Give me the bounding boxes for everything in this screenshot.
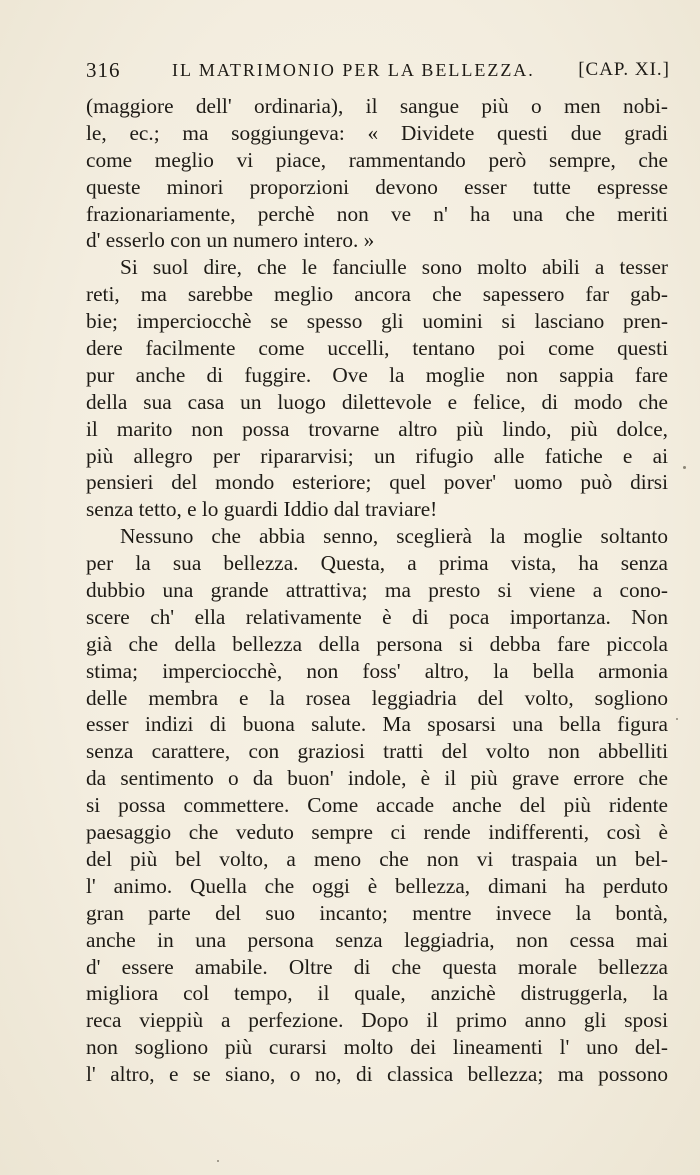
text-line: delle membra e la rosea leggiadria del volto, sogliono [86,685,668,710]
text-line: queste minori proporzioni devono esser tutte espresse [86,174,668,199]
text-line: frazionariamente, perchè non ve n' ha una che meriti [86,201,668,226]
text-line: stima; imperciocchè, non foss' altro, la bella armonia [86,658,668,683]
text-line: (maggiore dell' ordinaria), il sangue più o men nobi- [86,94,668,118]
text-line: per la sua bellezza. Questa, a prima vista, ha senza [86,551,668,576]
text-line: le, ec.; ma soggiungeva: « Dividete questi due gradi [86,120,668,145]
text-line: pur anche di fuggire. Ove la moglie non sappia fare [86,362,668,387]
text-line: gran parte del suo incanto; mentre invece la bontà, [86,900,668,925]
text-line: senza carattere, con graziosi tratti del volto non abbelliti [86,739,668,764]
text-line: più allegro per ripararvisi; un rifugio alle fatiche e ai [86,443,668,468]
text-line: del più bel volto, a meno che non vi traspaia un bel- [86,846,668,871]
text-line: il marito non possa trovarne altro più lindo, più dolce, [86,416,668,441]
text-line: bie; imperciocchè se spesso gli uomini si lasciano pren- [86,309,668,334]
text-line: si possa commettere. Come accade anche del più ridente [86,793,668,818]
text-line: d' esserlo con un numero intero. » [86,228,375,253]
page-number: 316 [86,58,121,82]
text-line: Si suol dire, che le fanciulle sono molto abili a tesser [120,255,668,280]
paragraph [86,523,668,1088]
text-line: senza tetto, e lo guardi Iddio dal traviare! [86,497,438,522]
text-line: migliora col tempo, il quale, anzichè distruggerla, la [86,981,668,1006]
text-line: l' animo. Quella che oggi è bellezza, dimani ha perduto [86,873,668,898]
text-line: pensieri del mondo esteriore; quel pover' uomo può dirsi [86,470,668,495]
text-line: paesaggio che veduto sempre ci rende indifferenti, così è [86,820,668,845]
text-line: esser indizi di buona salute. Ma sposarsi una bella figura [86,712,668,737]
text-line: della sua casa un luogo dilettevole e felice, di modo che [86,389,668,414]
text-line: dere facilmente come uccelli, tentano poi come questi [86,336,668,361]
text-line: anche in una persona senza leggiadria, non cessa mai [86,927,668,952]
paragraph [86,254,668,523]
paragraph [86,93,668,254]
text-line: come meglio vi piace, rammentando però sempre, che [86,147,668,172]
chapter-reference: [CAP. XI.] [578,59,670,80]
text-line: l' altro, e se siano, o no, di classica bellezza; ma possono [86,1062,668,1087]
text-line: già che della bellezza della persona si debba fare piccola [86,631,668,656]
text-line: reti, ma sarebbe meglio ancora che sapessero far gab- [86,282,668,307]
body-text [86,93,668,1088]
text-line: non sogliono più curarsi molto dei lineamenti l' uno del- [86,1035,668,1060]
text-line: Nessuno che abbia senno, sceglierà la moglie soltanto [120,524,668,549]
paper-speck [217,1160,219,1162]
text-line: reca vieppiù a perfezione. Dopo il primo anno gli sposi [86,1008,668,1033]
running-header [86,56,670,84]
paper-speck [683,466,686,469]
text-line: dubbio una grande attrattiva; ma presto si viene a cono- [86,578,668,603]
text-line: scere ch' ella relativamente è di poca importanza. Non [86,604,668,629]
paper-speck [676,718,678,720]
running-title: IL MATRIMONIO PER LA BELLEZZA. [172,60,535,80]
text-line: d' essere amabile. Oltre di che questa morale bellezza [86,954,668,979]
text-line: da sentimento o da buon' indole, è il più grave errore che [86,766,668,791]
